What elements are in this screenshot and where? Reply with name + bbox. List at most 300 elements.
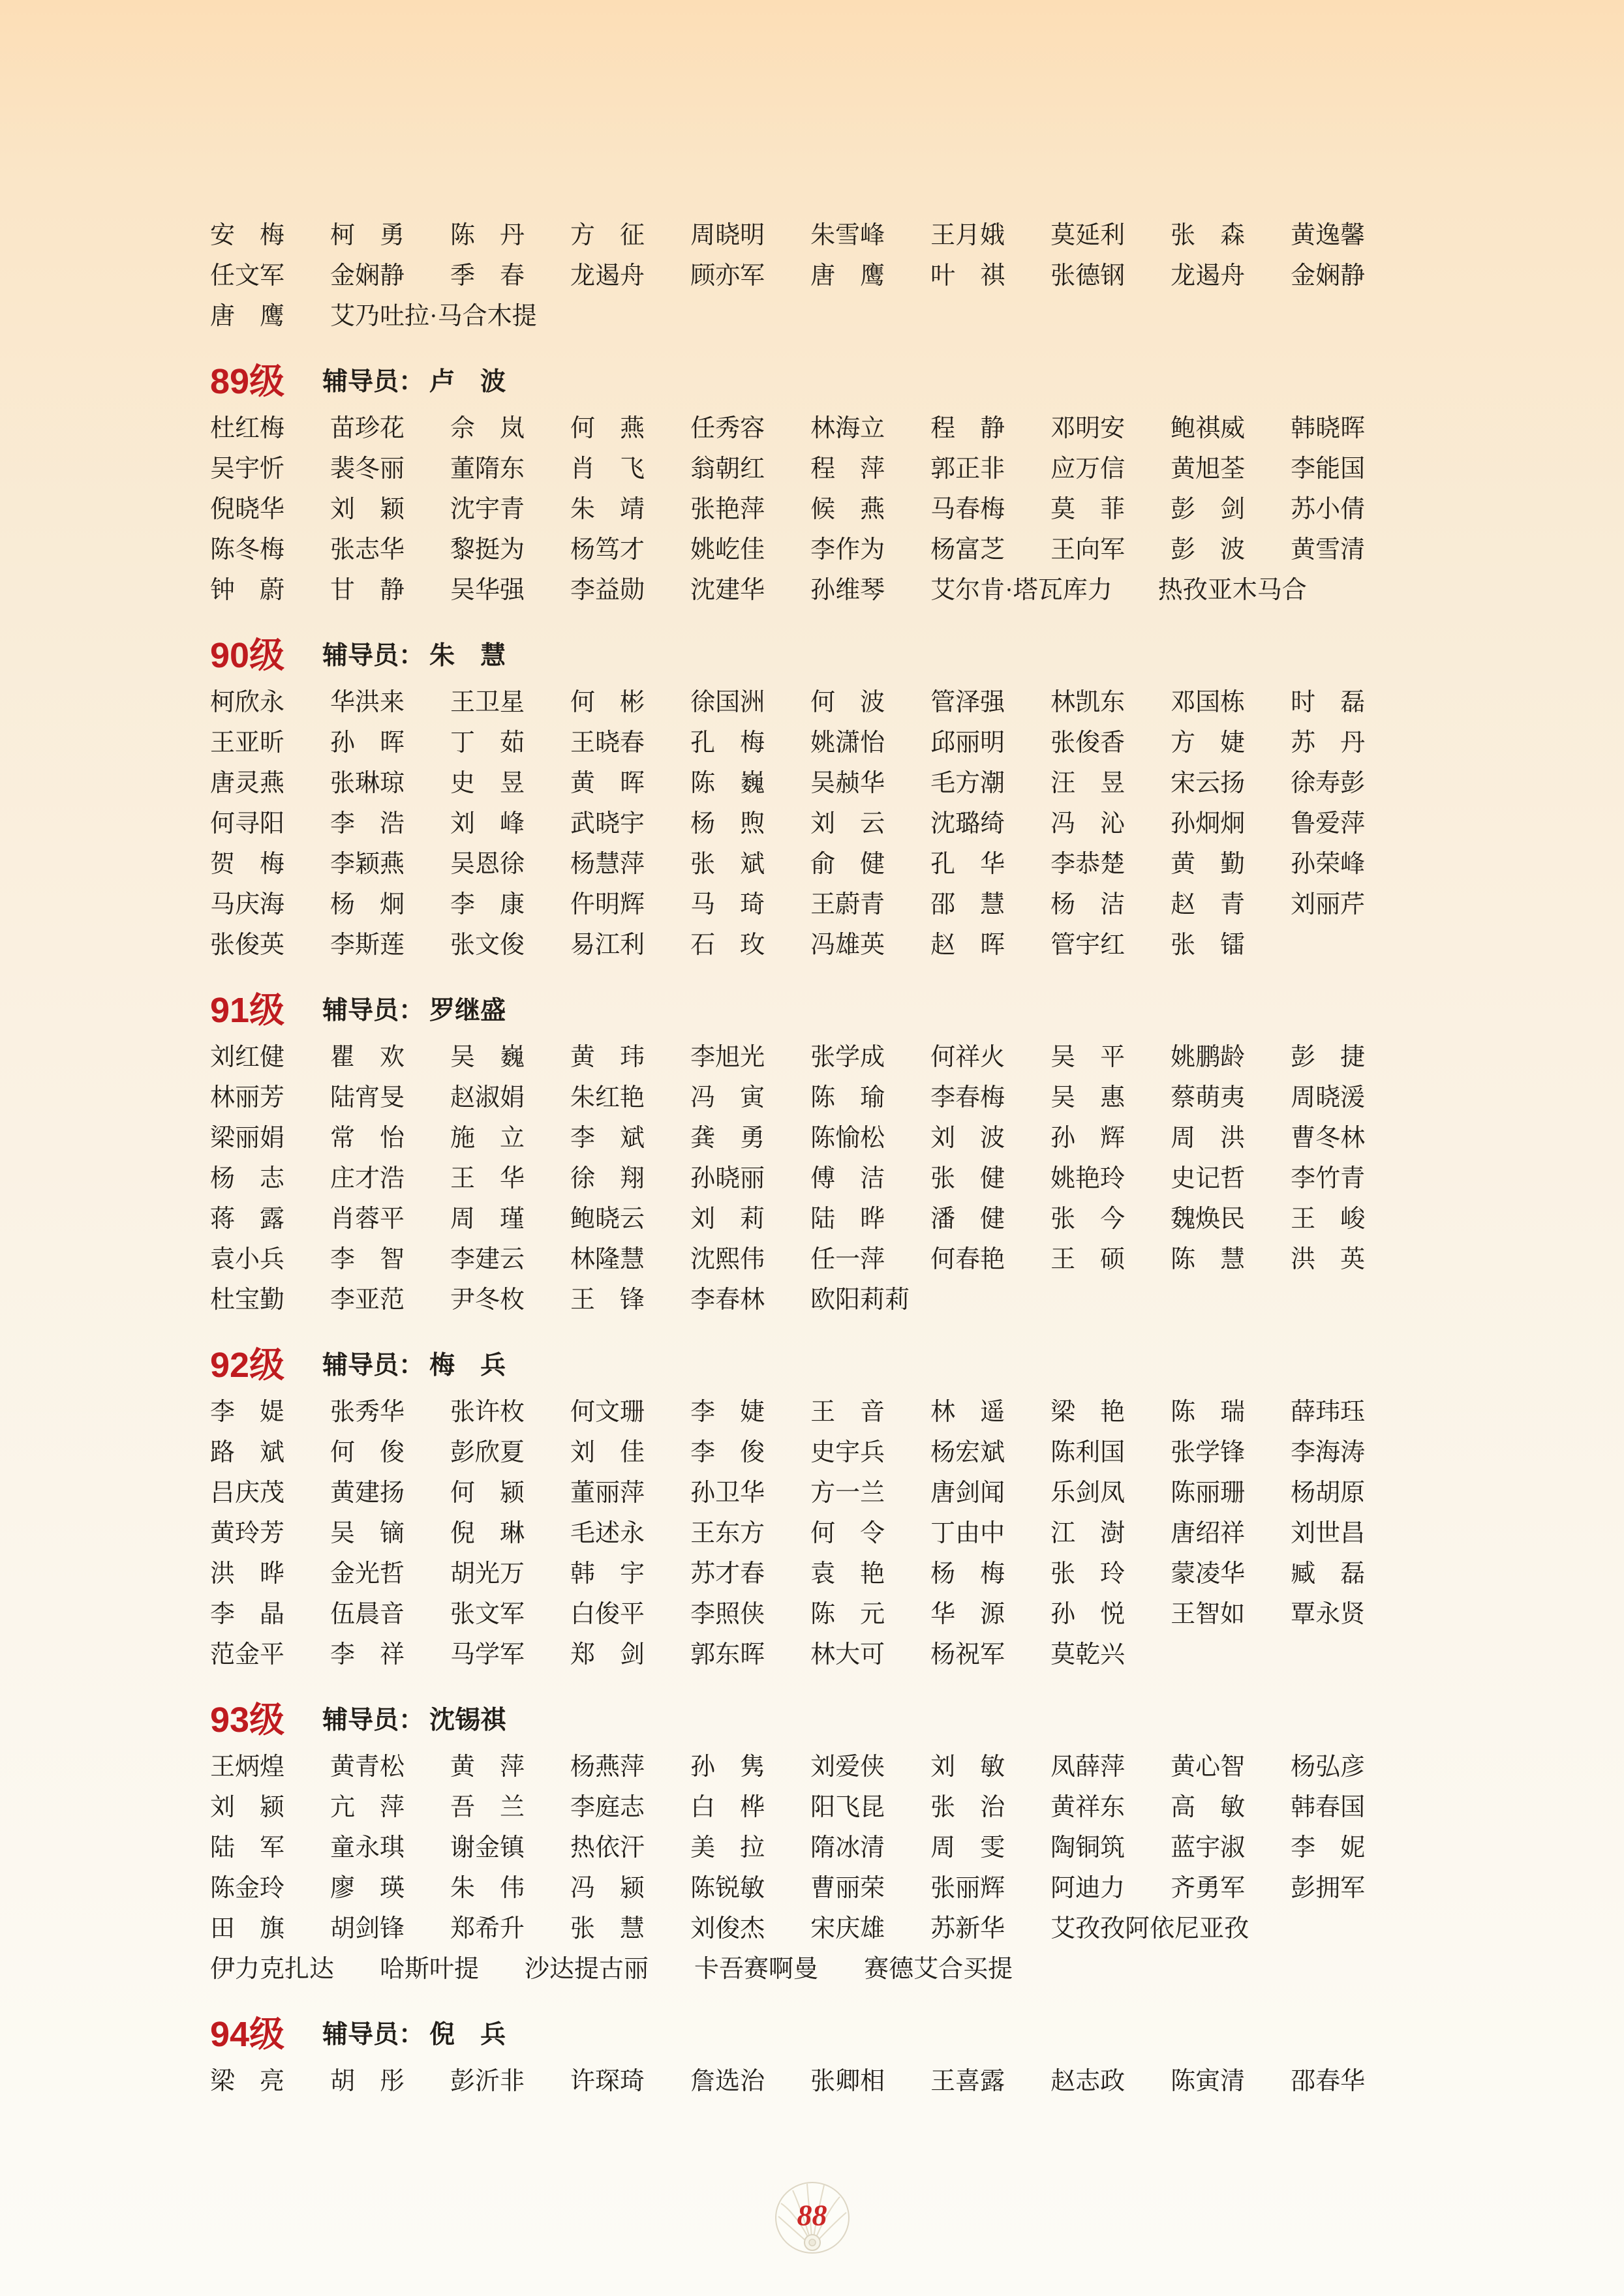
name-row (210, 1554, 1424, 1594)
counselor-name: 朱 慧 (429, 641, 506, 670)
student-name: 黄青松 (330, 1753, 405, 1781)
name-row (210, 2061, 1424, 2102)
student-name: 路 斌 (210, 1439, 285, 1466)
name-row (210, 1635, 1424, 1675)
name-row (210, 804, 1424, 844)
student-name: 李 浩 (330, 810, 405, 838)
student-name: 范金平 (210, 1641, 285, 1669)
name-row (210, 1239, 1424, 1280)
student-name: 徐 翔 (570, 1165, 645, 1192)
student-name: 朱 伟 (450, 1875, 525, 1902)
student-name: 何春艳 (930, 1246, 1005, 1273)
student-name: 孙晓丽 (690, 1165, 765, 1192)
student-name: 吴恩徐 (450, 851, 525, 878)
student-name: 叶 祺 (930, 262, 1005, 290)
section-header (210, 355, 1424, 408)
student-name: 陈 瑜 (810, 1084, 885, 1111)
student-name: 李庭志 (570, 1794, 645, 1821)
student-name: 赵 晖 (930, 931, 1005, 959)
student-name: 张俊香 (1050, 729, 1126, 757)
student-name: 郑 剑 (570, 1641, 645, 1669)
student-name: 彭 剑 (1171, 496, 1246, 523)
student-name: 热依汗 (570, 1834, 645, 1862)
student-name: 孙荣峰 (1291, 851, 1366, 878)
student-name: 林大可 (810, 1641, 885, 1669)
name-row (210, 1280, 1424, 1320)
student-name: 胡 彤 (330, 2068, 405, 2095)
student-name: 周晓湲 (1291, 1084, 1366, 1111)
student-name: 陈金玲 (210, 1875, 285, 1902)
student-name: 洪 英 (1291, 1246, 1366, 1273)
student-name: 张 斌 (690, 851, 765, 878)
student-name: 彭拥军 (1291, 1875, 1366, 1902)
student-name: 胡光万 (450, 1560, 525, 1588)
student-name: 邱丽明 (930, 729, 1005, 757)
student-name: 林隆慧 (570, 1246, 645, 1273)
student-name: 李 斌 (570, 1125, 645, 1152)
student-name: 孙 悦 (1050, 1601, 1126, 1628)
student-name: 张文俊 (450, 931, 525, 959)
counselor-name: 倪 兵 (429, 2020, 506, 2049)
name-row (210, 408, 1424, 449)
student-name: 刘世昌 (1291, 1520, 1366, 1547)
student-name: 赛德艾合买提 (864, 1956, 1013, 1983)
student-name: 马 琦 (690, 891, 765, 918)
name-row (210, 1118, 1424, 1158)
student-name: 张秀华 (330, 1398, 405, 1426)
student-name: 蓝宇淑 (1171, 1834, 1246, 1862)
student-name: 尹冬枚 (450, 1286, 525, 1314)
student-name: 杨 煦 (690, 810, 765, 838)
student-name: 肖 飞 (570, 455, 645, 483)
student-name: 唐 鹰 (210, 303, 285, 330)
student-name: 李 媞 (210, 1398, 285, 1426)
name-row (210, 1828, 1424, 1868)
student-name: 艾乃吐拉·马合木提 (330, 303, 537, 330)
student-name: 张志华 (330, 536, 405, 564)
student-name: 华洪来 (330, 689, 405, 716)
student-name: 姚鹏龄 (1171, 1044, 1246, 1071)
student-name: 周 洪 (1171, 1125, 1246, 1152)
student-name: 鲁爱萍 (1291, 810, 1366, 838)
student-name: 王 华 (450, 1165, 525, 1192)
student-name: 时 磊 (1291, 689, 1366, 716)
student-name: 郭东晖 (690, 1641, 765, 1669)
counselor-name: 沈锡祺 (429, 1706, 506, 1734)
student-name: 方一兰 (810, 1479, 885, 1507)
student-name: 陈 瑞 (1171, 1398, 1246, 1426)
student-name: 倪晓华 (210, 496, 285, 523)
student-name: 鲍晓云 (570, 1205, 645, 1233)
student-name: 华 源 (930, 1601, 1005, 1628)
name-row (210, 1787, 1424, 1828)
student-name: 武晓宇 (570, 810, 645, 838)
section-header (210, 629, 1424, 682)
grade-label: 90级 (210, 636, 285, 675)
student-name: 龚 勇 (690, 1125, 765, 1152)
roster (210, 215, 1424, 2102)
student-name: 王 音 (810, 1398, 885, 1426)
section-header (210, 1338, 1424, 1392)
student-name: 黄 玮 (570, 1044, 645, 1071)
student-name: 李能国 (1291, 455, 1366, 483)
student-name: 李颖燕 (330, 851, 405, 878)
student-name: 黎挺为 (450, 536, 525, 564)
name-row (210, 1199, 1424, 1239)
student-name: 杨弘彦 (1291, 1753, 1366, 1781)
student-name: 姚艳玲 (1050, 1165, 1126, 1192)
student-name: 冯雄英 (810, 931, 885, 959)
student-name: 张学锋 (1171, 1439, 1246, 1466)
student-name: 常 怡 (330, 1125, 405, 1152)
student-name: 韩 宇 (570, 1560, 645, 1588)
student-name: 李益勋 (570, 577, 645, 604)
student-name: 黄逸馨 (1291, 222, 1366, 249)
student-name: 刘 佳 (570, 1439, 645, 1466)
student-name: 哈斯叶提 (380, 1956, 480, 1983)
student-name: 朱 靖 (570, 496, 645, 523)
student-name: 张德钢 (1050, 262, 1126, 290)
roster-content (210, 0, 1424, 2102)
student-name: 王智如 (1171, 1601, 1246, 1628)
student-name: 刘 敏 (930, 1753, 1005, 1781)
student-name: 林海立 (810, 415, 885, 442)
name-row (210, 1594, 1424, 1635)
student-name: 陈丽珊 (1171, 1479, 1246, 1507)
student-name: 凤薛萍 (1050, 1753, 1126, 1781)
student-name: 赵淑娟 (450, 1084, 525, 1111)
student-name: 王喜露 (930, 2068, 1005, 2095)
student-name: 王 硕 (1050, 1246, 1126, 1273)
student-name: 何 波 (810, 689, 885, 716)
student-name: 陆宵旻 (330, 1084, 405, 1111)
student-name: 李照侠 (690, 1601, 765, 1628)
student-name: 孙炯炯 (1171, 810, 1246, 838)
student-name: 薛玮珏 (1291, 1398, 1366, 1426)
student-name: 沈熙伟 (690, 1246, 765, 1273)
student-name: 白俊平 (570, 1601, 645, 1628)
counselor-label: 辅导员： (322, 996, 425, 1025)
name-row (210, 1158, 1424, 1199)
student-name: 张 镭 (1171, 931, 1246, 959)
student-name: 候 燕 (810, 496, 885, 523)
student-name: 方 婕 (1171, 729, 1246, 757)
student-name: 朱雪峰 (810, 222, 885, 249)
student-name: 刘 峰 (450, 810, 525, 838)
student-name: 易江利 (570, 931, 645, 959)
student-name: 金光哲 (330, 1560, 405, 1588)
student-name: 齐勇军 (1171, 1875, 1246, 1902)
section-header (210, 984, 1424, 1037)
student-name: 刘红健 (210, 1044, 285, 1071)
student-name: 彭沂非 (450, 2068, 525, 2095)
name-row (210, 763, 1424, 804)
student-name: 冯 颍 (570, 1875, 645, 1902)
student-name: 李 智 (330, 1246, 405, 1273)
student-name: 郭正非 (930, 455, 1005, 483)
student-name: 赵志政 (1050, 2068, 1126, 2095)
student-name: 何 俊 (330, 1439, 405, 1466)
student-name: 张 治 (930, 1794, 1005, 1821)
student-name: 张学成 (810, 1044, 885, 1071)
student-name: 仵明辉 (570, 891, 645, 918)
student-name: 吕庆茂 (210, 1479, 285, 1507)
student-name: 热孜亚木马合 (1157, 577, 1307, 604)
student-name: 季 春 (450, 262, 525, 290)
student-name: 姚潇怡 (810, 729, 885, 757)
student-name: 田 旗 (210, 1915, 285, 1942)
student-name: 李 婕 (690, 1398, 765, 1426)
student-name: 陈利国 (1050, 1439, 1126, 1466)
student-name: 卡吾赛啊曼 (694, 1956, 819, 1983)
name-row (210, 925, 1424, 965)
student-name: 方 征 (570, 222, 645, 249)
student-name: 马学军 (450, 1641, 525, 1669)
student-name: 张俊英 (210, 931, 285, 959)
name-row (210, 723, 1424, 763)
student-name: 杜红梅 (210, 415, 285, 442)
student-name: 邵 慧 (930, 891, 1005, 918)
student-name: 李 妮 (1291, 1834, 1366, 1862)
grade-label: 91级 (210, 991, 285, 1030)
section-header (210, 2008, 1424, 2061)
student-name: 王 峻 (1291, 1205, 1366, 1233)
student-name: 倪 琳 (450, 1520, 525, 1547)
student-name: 吴华强 (450, 577, 525, 604)
student-name: 孙 隽 (690, 1753, 765, 1781)
student-name: 管泽强 (930, 689, 1005, 716)
student-name: 汪 昱 (1050, 770, 1126, 797)
student-name: 鲍祺威 (1171, 415, 1246, 442)
student-name: 李 晶 (210, 1601, 285, 1628)
student-name: 邓国栋 (1171, 689, 1246, 716)
student-name: 林 遥 (930, 1398, 1005, 1426)
student-name: 毛述永 (570, 1520, 645, 1547)
student-name: 管宇红 (1050, 931, 1126, 959)
name-row (210, 296, 1424, 337)
student-name: 胡剑锋 (330, 1915, 405, 1942)
student-name: 乐剑凤 (1050, 1479, 1126, 1507)
student-name: 俞 健 (810, 851, 885, 878)
student-name: 莫延利 (1050, 222, 1126, 249)
student-name: 袁小兵 (210, 1246, 285, 1273)
student-name: 徐国洲 (690, 689, 765, 716)
student-name: 柯欣永 (210, 689, 285, 716)
student-name: 邵春华 (1291, 2068, 1366, 2095)
student-name: 傅 洁 (810, 1165, 885, 1192)
name-row (210, 1037, 1424, 1078)
student-name: 史宇兵 (810, 1439, 885, 1466)
student-name: 何 令 (810, 1520, 885, 1547)
student-name: 梁 亮 (210, 2068, 285, 2095)
student-name: 唐绍祥 (1171, 1520, 1246, 1547)
student-name: 董丽萍 (570, 1479, 645, 1507)
student-name: 沈宇青 (450, 496, 525, 523)
student-name: 苏小倩 (1291, 496, 1366, 523)
student-name: 唐灵燕 (210, 770, 285, 797)
student-name: 石 玫 (690, 931, 765, 959)
student-name: 黄玲芳 (210, 1520, 285, 1547)
student-name: 杨慧萍 (570, 851, 645, 878)
student-name: 佘 岚 (450, 415, 525, 442)
student-name: 林凯东 (1050, 689, 1126, 716)
student-name: 任文军 (210, 262, 285, 290)
grade-label: 93级 (210, 1700, 285, 1740)
student-name: 高 敏 (1171, 1794, 1246, 1821)
name-row (210, 884, 1424, 925)
student-name: 刘 云 (810, 810, 885, 838)
name-row (210, 1868, 1424, 1909)
student-name: 王晓春 (570, 729, 645, 757)
section-91 (210, 984, 1424, 1320)
section-header (210, 1693, 1424, 1747)
student-name: 吴 惠 (1050, 1084, 1126, 1111)
counselor-label: 辅导员： (322, 1351, 425, 1380)
student-name: 李 俊 (690, 1439, 765, 1466)
student-name: 臧 磊 (1291, 1560, 1366, 1588)
student-name: 丁由中 (930, 1520, 1005, 1547)
counselor-name: 罗继盛 (429, 996, 506, 1025)
student-name: 陈 丹 (450, 222, 525, 249)
student-name: 施 立 (450, 1125, 525, 1152)
student-name: 王卫星 (450, 689, 525, 716)
student-name: 张文军 (450, 1601, 525, 1628)
student-name: 吴宇忻 (210, 455, 285, 483)
student-name: 莫 菲 (1050, 496, 1126, 523)
student-name: 黄旭荃 (1171, 455, 1246, 483)
student-name: 陈寅清 (1171, 2068, 1246, 2095)
student-name: 蒋 露 (210, 1205, 285, 1233)
student-name: 孙 辉 (1050, 1125, 1126, 1152)
student-name: 龙遏舟 (1171, 262, 1246, 290)
name-row (210, 1392, 1424, 1432)
page-number: 88 (797, 2198, 827, 2232)
name-row (210, 1473, 1424, 1513)
student-name: 王 锋 (570, 1286, 645, 1314)
student-name: 李旭光 (690, 1044, 765, 1071)
student-name: 裴冬丽 (330, 455, 405, 483)
student-name: 甘 静 (330, 577, 405, 604)
student-name: 刘 莉 (690, 1205, 765, 1233)
student-name: 李春林 (690, 1286, 765, 1314)
grade-label: 89级 (210, 362, 285, 401)
student-name: 史 昱 (450, 770, 525, 797)
student-name: 朱红艳 (570, 1084, 645, 1111)
student-name: 杨祝军 (930, 1641, 1005, 1669)
student-name: 程 静 (930, 415, 1005, 442)
student-name: 王亚昕 (210, 729, 285, 757)
student-name: 翁朝红 (690, 455, 765, 483)
student-name: 任秀容 (690, 415, 765, 442)
student-name: 陈愉松 (810, 1125, 885, 1152)
name-row (210, 682, 1424, 723)
student-name: 毛方潮 (930, 770, 1005, 797)
student-name: 邓明安 (1050, 415, 1126, 442)
student-name: 亢 萍 (330, 1794, 405, 1821)
student-name: 潘 健 (930, 1205, 1005, 1233)
student-name: 张 森 (1171, 222, 1246, 249)
student-name: 周晓明 (690, 222, 765, 249)
student-name: 隋冰清 (810, 1834, 885, 1862)
grade-label: 94级 (210, 2015, 285, 2054)
student-name: 张 今 (1050, 1205, 1126, 1233)
student-name: 江 澍 (1050, 1520, 1126, 1547)
student-name: 艾孜孜阿依尼亚孜 (1050, 1915, 1249, 1942)
student-name: 刘俊杰 (690, 1915, 765, 1942)
student-name: 黄心智 (1171, 1753, 1246, 1781)
student-name: 张 健 (930, 1165, 1005, 1192)
student-name: 孔 梅 (690, 729, 765, 757)
name-row (210, 256, 1424, 296)
student-name: 陈 元 (810, 1601, 885, 1628)
student-name: 史记哲 (1171, 1165, 1246, 1192)
student-name: 应万信 (1050, 455, 1126, 483)
student-name: 贺 梅 (210, 851, 285, 878)
student-name: 冯 沁 (1050, 810, 1126, 838)
student-name: 詹选治 (690, 2068, 765, 2095)
student-name: 陈 慧 (1171, 1246, 1246, 1273)
name-row (210, 1432, 1424, 1473)
student-name: 杨笃才 (570, 536, 645, 564)
student-name: 陈冬梅 (210, 536, 285, 564)
student-name: 陆 军 (210, 1834, 285, 1862)
student-name: 林丽芳 (210, 1084, 285, 1111)
student-name: 黄祥东 (1050, 1794, 1126, 1821)
student-name: 吴赪华 (810, 770, 885, 797)
student-name: 黄 萍 (450, 1753, 525, 1781)
student-name: 李亚范 (330, 1286, 405, 1314)
grade-label: 92级 (210, 1346, 285, 1385)
name-row (210, 1949, 1424, 1989)
student-name: 沙达提古丽 (525, 1956, 649, 1983)
student-name: 安 梅 (210, 222, 285, 249)
student-name: 莫乾兴 (1050, 1641, 1126, 1669)
student-name: 覃永贤 (1291, 1601, 1366, 1628)
student-name: 梁 艳 (1050, 1398, 1126, 1426)
student-name: 谢金镇 (450, 1834, 525, 1862)
student-name: 陶铜筑 (1050, 1834, 1126, 1862)
student-name: 李斯莲 (330, 931, 405, 959)
student-name: 金娴静 (330, 262, 405, 290)
student-name: 洪 晔 (210, 1560, 285, 1588)
student-name: 柯 勇 (330, 222, 405, 249)
student-name: 唐剑闻 (930, 1479, 1005, 1507)
student-name: 曹丽荣 (810, 1875, 885, 1902)
student-name: 艾尔肯·塔瓦库力 (930, 577, 1112, 604)
counselor-label: 辅导员： (322, 641, 425, 670)
student-name: 冯 寅 (690, 1084, 765, 1111)
student-name: 沈建华 (690, 577, 765, 604)
student-name: 马春梅 (930, 496, 1005, 523)
name-row (210, 1747, 1424, 1787)
student-name: 杨 炯 (330, 891, 405, 918)
student-name: 何寻阳 (210, 810, 285, 838)
student-name: 美 拉 (690, 1834, 765, 1862)
student-name: 任一萍 (810, 1246, 885, 1273)
student-name: 伍晨音 (330, 1601, 405, 1628)
student-name: 杨 梅 (930, 1560, 1005, 1588)
student-name: 梁丽娟 (210, 1125, 285, 1152)
student-name: 白 桦 (690, 1794, 765, 1821)
student-name: 龙遏舟 (570, 262, 645, 290)
student-name: 吴 巍 (450, 1044, 525, 1071)
student-name: 吴 镝 (330, 1520, 405, 1547)
student-name: 郑希升 (450, 1915, 525, 1942)
counselor-label: 辅导员： (322, 367, 425, 396)
student-name: 徐寿彭 (1291, 770, 1366, 797)
student-name: 杨 洁 (1050, 891, 1126, 918)
name-row (210, 1513, 1424, 1554)
